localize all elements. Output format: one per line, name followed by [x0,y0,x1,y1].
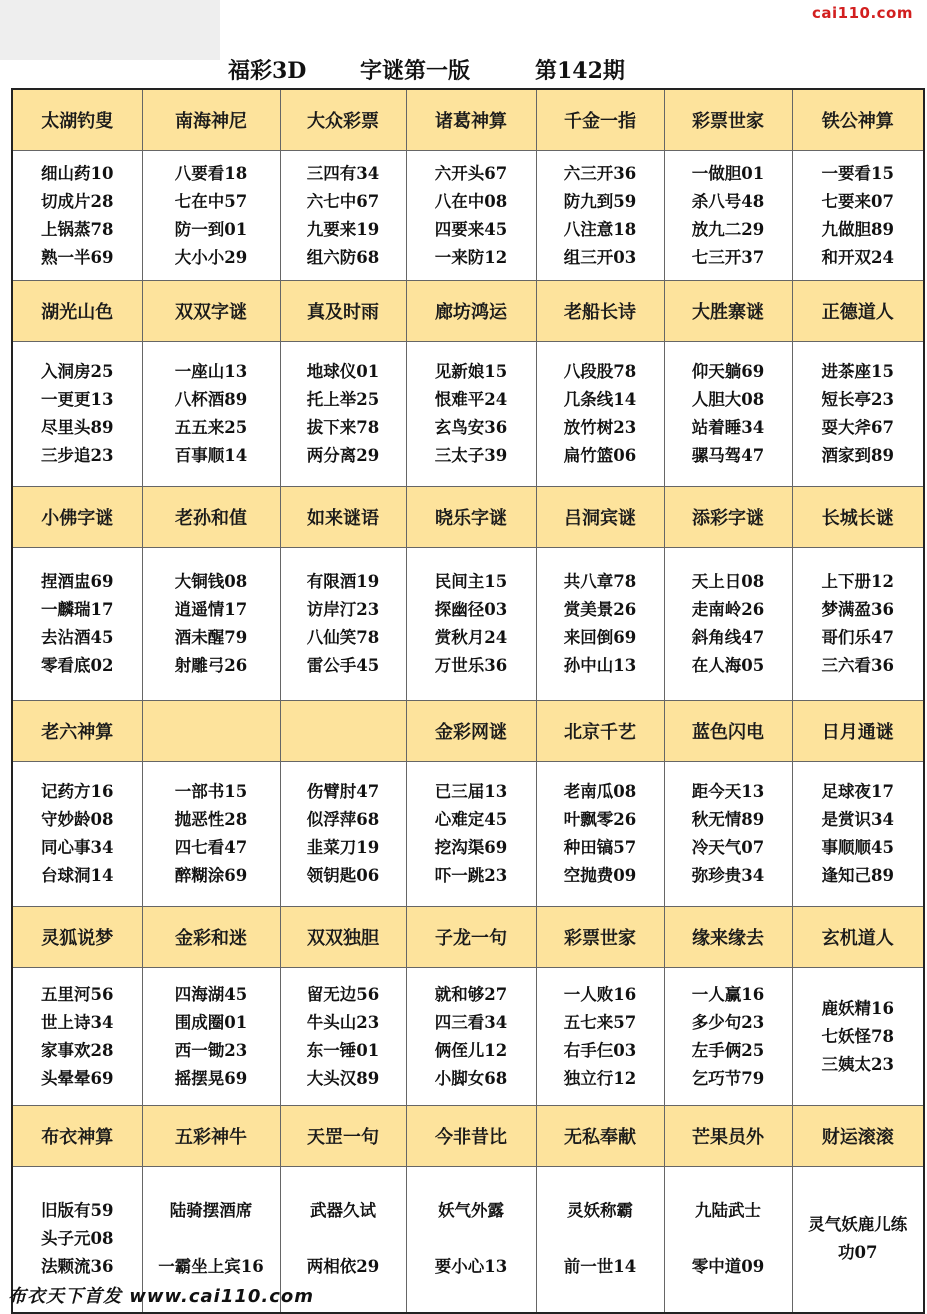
riddle-line: 和开双24 [821,247,894,267]
riddle-line: 摇摆晃69 [174,1068,248,1088]
riddle-line: 围成圈01 [174,1012,248,1032]
riddle-cell [664,151,792,281]
riddle-cell [406,968,536,1106]
riddle-line: 六七中67 [306,191,380,211]
riddle-line: 雷公手45 [306,656,380,675]
riddle-cell [142,548,280,701]
riddle-line: 八要看18 [174,163,248,183]
source-name: 灵狐说梦 [12,907,142,968]
riddle-cell [536,548,664,701]
riddle-line: 多少句23 [691,1012,765,1032]
riddle-cell [406,762,536,907]
riddle-cell [664,1167,792,1313]
riddle-line: 恨难平24 [434,390,508,409]
riddle-line: 已三届13 [434,782,508,801]
riddle-cell [12,151,142,281]
source-name: 财运滚滚 [792,1106,924,1167]
riddle-line: 九要来19 [306,219,380,239]
riddle-line: 弥珍贵34 [691,866,765,885]
riddle-line: 世上诗34 [41,1012,114,1032]
riddle-line: 赏美景26 [563,600,637,619]
riddle-line: 人胆大08 [691,390,765,409]
riddle-line: 法颗流36 [41,1257,114,1277]
riddle-line: 一更更13 [41,390,114,409]
riddle-line: 大铜钱08 [174,572,248,591]
riddle-cell [12,342,142,487]
riddle-line: 记药方16 [41,782,114,801]
riddle-cell [792,342,924,487]
riddle-line: 骡马驾47 [691,446,765,465]
riddle-cell [406,1167,536,1313]
riddle-line: 组六防68 [306,247,380,267]
riddle-line: 旧版有59 [41,1201,114,1221]
riddle-line: 小脚女68 [434,1068,508,1088]
riddle-line: 三四有34 [306,163,380,183]
riddle-line: 秋无情89 [691,810,765,829]
source-name: 无私奉献 [536,1106,664,1167]
source-header-row [12,701,924,762]
riddle-line: 在人海05 [691,656,765,675]
source-name: 金彩和迷 [142,907,280,968]
riddle-cell [664,342,792,487]
riddle-line: 赏秋月24 [434,628,508,647]
riddle-line: 耍大斧67 [821,418,894,437]
riddle-line: 扁竹篮06 [563,446,637,465]
riddle-line: 大头汉89 [306,1068,380,1088]
riddle-line: 种田镐57 [563,838,637,857]
source-name: 太湖钓叟 [12,89,142,151]
riddle-line: 杀八号48 [691,191,765,211]
riddle-line: 六开头67 [434,163,508,183]
riddle-line: 放九二29 [691,219,765,239]
riddle-cell [664,968,792,1106]
riddle-line: 距今天13 [691,782,765,801]
riddle-cell [406,342,536,487]
riddle-line: 抛恶性28 [174,810,248,829]
riddle-line: 两分离29 [306,446,380,465]
riddle-line: 八段股78 [563,362,637,381]
source-name: 彩票世家 [664,89,792,151]
riddle-line: 逢知己89 [821,866,894,885]
riddle-line: 两相依29 [306,1257,380,1277]
source-header-row [12,1106,924,1167]
riddle-line: 一人败16 [563,984,637,1004]
riddle-cell [664,762,792,907]
riddle-cell [280,151,406,281]
source-name: 真及时雨 [280,281,406,342]
riddle-line: 一人赢16 [691,984,765,1004]
riddle-line: 三六看36 [821,656,894,675]
riddle-line: 鹿妖精16 [821,998,894,1018]
riddle-line: 冷天气07 [691,838,765,857]
source-name: 玄机道人 [792,907,924,968]
riddle-line: 一来防12 [434,247,508,267]
source-name: 北京千艺 [536,701,664,762]
riddle-cell [12,968,142,1106]
source-name: 老孙和值 [142,487,280,548]
riddle-cell [280,762,406,907]
source-name [280,701,406,762]
riddle-line: 站着睡34 [691,418,765,437]
source-name: 双双独胆 [280,907,406,968]
riddle-line: 放竹树23 [563,418,637,437]
riddle-line: 七三开37 [691,247,765,267]
riddle-line: 灵气妖鹿儿练功07 [808,1215,908,1263]
riddle-line: 守妙龄08 [41,810,114,829]
riddle-line: 共八章78 [563,572,637,591]
riddle-line: 大小小29 [174,247,248,267]
riddle-row [12,548,924,701]
riddle-line: 八杯酒89 [174,390,248,409]
riddle-line: 右手仨03 [563,1040,637,1060]
riddle-line: 一部书15 [174,782,248,801]
riddle-line: 就和够27 [434,984,508,1004]
source-name: 千金一指 [536,89,664,151]
riddle-row [12,151,924,281]
source-name: 如来谜语 [280,487,406,548]
riddle-line: 仰天躺69 [691,362,765,381]
riddle-row [12,342,924,487]
riddle-line: 九做胆89 [821,219,894,239]
riddle-line: 武器久试 [310,1201,376,1221]
riddle-row [12,762,924,907]
period-number: 第142期 [535,58,625,84]
riddle-cell [536,968,664,1106]
riddle-line: 尽里头89 [41,418,114,437]
riddle-line: 七妖怪78 [821,1026,894,1046]
source-name: 正德道人 [792,281,924,342]
riddle-line: 访岸汀23 [306,600,380,619]
source-name: 湖光山色 [12,281,142,342]
riddle-cell [142,151,280,281]
riddle-line: 事顺顺45 [821,838,894,857]
riddle-cell [142,342,280,487]
riddle-line: 地球仪01 [306,362,380,381]
riddle-line: 孙中山13 [563,656,637,675]
source-name: 子龙一句 [406,907,536,968]
riddle-line: 左手俩25 [691,1040,765,1060]
riddle-line: 五七来57 [563,1012,637,1032]
riddle-line: 见新娘15 [434,362,508,381]
source-name: 南海神尼 [142,89,280,151]
source-name: 今非昔比 [406,1106,536,1167]
riddle-cell [792,151,924,281]
riddle-line: 头晕晕69 [41,1068,114,1088]
riddle-line: 百事顺14 [174,446,248,465]
source-name: 诸葛神算 [406,89,536,151]
riddle-line: 一座山13 [174,362,248,381]
riddle-line: 似浮萍68 [306,810,380,829]
riddle-cell [536,151,664,281]
riddle-line: 一做胆01 [691,163,765,183]
riddle-line: 一霸坐上宾16 [158,1257,264,1277]
source-name: 廊坊鸿运 [406,281,536,342]
riddle-cell [792,548,924,701]
brand-watermark[interactable]: cai110.com [812,4,913,22]
riddle-line: 老南瓜08 [563,782,637,801]
source-header-row [12,89,924,151]
riddle-line: 四三看34 [434,1012,508,1032]
source-header-row [12,281,924,342]
source-name: 晓乐字谜 [406,487,536,548]
riddle-line: 组三开03 [563,247,637,267]
riddle-line: 梦满盈36 [821,600,894,619]
riddle-line: 要小心13 [434,1257,508,1277]
riddle-line: 四海湖45 [174,984,248,1004]
riddle-line: 酒未醒79 [174,628,248,647]
page-header [0,54,927,84]
riddle-line: 四七看47 [174,838,248,857]
riddle-line: 同心事34 [41,838,114,857]
riddle-line: 吓一跳23 [434,866,508,885]
riddle-cell [142,968,280,1106]
riddle-line: 三姨太23 [821,1054,894,1074]
riddle-cell [792,968,924,1106]
riddle-line: 前一世14 [563,1257,637,1277]
source-name: 五彩神牛 [142,1106,280,1167]
riddle-line: 是赏识34 [821,810,894,829]
riddle-line: 醉糊涂69 [174,866,248,885]
riddle-line: 空抛费09 [563,866,637,885]
riddle-cell [406,548,536,701]
riddle-cell [406,151,536,281]
riddle-line: 去沾酒45 [41,628,114,647]
riddle-line: 叶飘零26 [563,810,637,829]
riddle-line: 韭菜刀19 [306,838,380,857]
riddle-line: 一麟瑞17 [41,600,114,619]
riddle-line: 有限酒19 [306,572,380,591]
riddle-line: 台球洞14 [41,866,114,885]
riddle-line: 陆骑摆酒席 [169,1201,253,1221]
riddle-line: 天上日08 [691,572,765,591]
riddle-line: 八在中08 [434,191,508,211]
riddle-line: 五五来25 [174,418,248,437]
riddle-line: 六三开36 [563,163,637,183]
riddle-cell [792,1167,924,1313]
riddle-line: 一要看15 [821,163,894,183]
riddle-row [12,968,924,1106]
source-name: 蓝色闪电 [664,701,792,762]
source-name: 老船长诗 [536,281,664,342]
source-name: 芒果员外 [664,1106,792,1167]
riddle-line: 民间主15 [434,572,508,591]
source-header-row [12,487,924,548]
riddle-cell [536,1167,664,1313]
riddle-line: 熟一半69 [41,247,114,267]
source-name: 彩票世家 [536,907,664,968]
riddle-line: 逍遥情17 [174,600,248,619]
riddle-line: 酒家到89 [821,446,894,465]
riddle-line: 走南岭26 [691,600,765,619]
source-name: 大众彩票 [280,89,406,151]
riddle-line: 托上举25 [306,390,380,409]
riddle-line: 上下册12 [821,572,894,591]
riddle-line: 家事欢28 [41,1040,114,1060]
riddle-line: 心难定45 [434,810,508,829]
riddle-line: 妖气外露 [438,1201,504,1221]
riddle-line: 三太子39 [434,446,508,465]
source-name: 铁公神算 [792,89,924,151]
source-name: 长城长谜 [792,487,924,548]
riddle-line: 斜角线47 [691,628,765,647]
riddle-line: 九陆武士 [695,1201,761,1221]
riddle-line: 防一到01 [174,219,248,239]
riddle-line: 切成片28 [41,191,114,211]
riddle-line: 牛头山23 [306,1012,380,1032]
source-name: 天罡一句 [280,1106,406,1167]
riddle-line: 零看底02 [41,656,114,675]
riddle-line: 伤臂肘47 [306,782,380,801]
riddle-cell [536,342,664,487]
riddle-line: 零中道09 [691,1257,765,1277]
riddle-line: 玄鸟安36 [434,418,508,437]
riddle-cell [12,762,142,907]
edition-title: 字谜第一版 [360,58,471,84]
riddle-cell [792,762,924,907]
riddle-cell [142,762,280,907]
riddle-line: 灵妖称霸 [567,1201,633,1221]
riddle-cell [280,968,406,1106]
riddle-line: 细山药10 [41,163,114,183]
riddle-line: 头子元08 [41,1229,114,1249]
source-name: 老六神算 [12,701,142,762]
source-header-row [12,907,924,968]
riddle-cell [536,762,664,907]
source-name: 金彩网谜 [406,701,536,762]
riddle-grid [11,88,925,1314]
riddle-cell [664,548,792,701]
riddle-line: 留无边56 [306,984,380,1004]
top-left-shade [0,0,220,60]
riddle-cell [280,342,406,487]
riddle-line: 四要来45 [434,219,508,239]
riddle-line: 五里河56 [41,984,114,1004]
riddle-line: 俩侄儿12 [434,1040,508,1060]
riddle-line: 万世乐36 [434,656,508,675]
riddle-line: 几条线14 [563,390,637,409]
source-name: 布衣神算 [12,1106,142,1167]
source-name [142,701,280,762]
riddle-line: 来回倒69 [563,628,637,647]
riddle-line: 拔下来78 [306,418,380,437]
riddle-line: 东一锤01 [306,1040,380,1060]
riddle-line: 七在中57 [174,191,248,211]
riddle-line: 独立行12 [563,1068,637,1088]
source-name: 添彩字谜 [664,487,792,548]
source-name: 小佛字谜 [12,487,142,548]
footer-credit: 布衣天下首发 www.cai110.com [8,1286,315,1307]
riddle-line: 射雕弓26 [174,656,248,675]
riddle-line: 八仙笑78 [306,628,380,647]
riddle-line: 足球夜17 [821,782,894,801]
riddle-line: 哥们乐47 [821,628,894,647]
source-name: 大胜寨谜 [664,281,792,342]
riddle-line: 七要来07 [821,191,894,211]
riddle-line: 乞巧节79 [691,1068,765,1088]
riddle-line: 短长亭23 [821,390,894,409]
source-name: 吕洞宾谜 [536,487,664,548]
riddle-line: 进茶座15 [821,362,894,381]
riddle-line: 探幽径03 [434,600,508,619]
riddle-line: 入洞房25 [41,362,114,381]
riddle-line: 西一锄23 [174,1040,248,1060]
riddle-cell [280,548,406,701]
game-name: 福彩3D [228,58,307,84]
riddle-line: 三步追23 [41,446,114,465]
riddle-cell [12,548,142,701]
riddle-line: 上锅蒸78 [41,219,114,239]
source-name: 缘来缘去 [664,907,792,968]
riddle-line: 领钥匙06 [306,866,380,885]
riddle-line: 挖沟渠69 [434,838,508,857]
riddle-line: 防九到59 [563,191,637,211]
source-name: 日月通谜 [792,701,924,762]
riddle-line: 捏酒盅69 [41,572,114,591]
riddle-line: 八注意18 [563,219,637,239]
source-name: 双双字谜 [142,281,280,342]
